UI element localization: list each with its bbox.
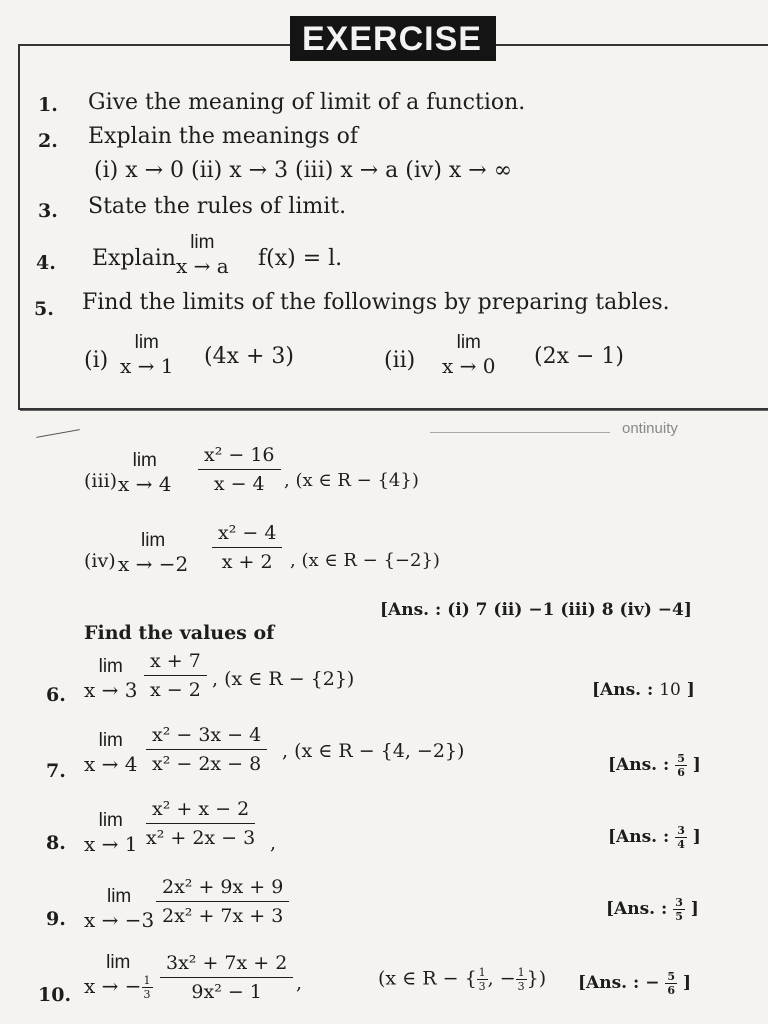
answer-fraction: $\frac{5}{6}$ — [677, 752, 685, 779]
problem-number: 7. — [46, 760, 66, 782]
math-expression: (2x − 1) — [534, 344, 624, 369]
fraction: $\frac{\text{x² − 4}}{x + 2}$ — [212, 522, 282, 573]
domain-condition: , (x ∈ R − {−2}) — [290, 550, 440, 571]
problem-number: 8. — [46, 832, 66, 854]
limit-operator: lim x → 4 — [118, 450, 172, 496]
question-text: State the rules of limit. — [88, 194, 347, 219]
answer: [Ans. : $\frac{5}{6}$ ] — [608, 752, 701, 779]
problem-number: 6. — [46, 684, 66, 706]
part-label: (iii) — [84, 470, 118, 492]
answer-fraction: $\frac{3}{4}$ — [677, 824, 685, 851]
exercise-banner: EXERCISE — [290, 16, 496, 61]
fraction: $\frac{\text{x² + x − 2}}{\text{x² + 2x − 3}}$ — [146, 798, 256, 849]
fraction: $\frac{x + 7}{x - 2}$ — [144, 650, 207, 701]
question-subtext: (i) x → 0 (ii) x → 3 (iii) x → a (iv) x → ∞ — [94, 158, 513, 183]
answer: [Ans. : 10 ] — [592, 680, 695, 700]
part-label: (iv) — [84, 550, 116, 572]
answer-line: [Ans. : (i) 7 (ii) −1 (iii) 8 (iv) −4] — [380, 600, 692, 620]
question-number: 5. — [34, 298, 54, 320]
domain-condition: , (x ∈ R − {4}) — [284, 470, 419, 491]
question-number: 3. — [38, 200, 58, 222]
question-number: 1. — [38, 94, 58, 116]
problem-number: 10. — [38, 984, 72, 1006]
fraction: $\frac{\text{x² − 3x − 4}}{\text{x² − 2x − 8}}$ — [146, 724, 267, 775]
question-text: Explain the meanings of — [88, 124, 359, 149]
question-number: 2. — [38, 130, 58, 152]
section-heading: Find the values of — [84, 622, 275, 644]
question-text: Find the limits of the followings by preparing tables. — [82, 290, 670, 315]
answer: [Ans. : $\frac{3}{4}$ ] — [608, 824, 701, 851]
fraction: $\frac{\text{x² − 16}}{x - 4}$ — [198, 444, 281, 495]
answer-fraction: $\frac{5}{6}$ — [667, 970, 676, 997]
trailing-comma: , — [296, 972, 303, 994]
problem-number: 9. — [46, 908, 66, 930]
faint-rule — [430, 432, 610, 433]
answer-fraction: $\frac{3}{5}$ — [675, 896, 683, 923]
pen-mark — [36, 429, 80, 438]
limit-operator: lim x → −2 — [118, 530, 189, 576]
answer: [Ans. : $\frac{3}{5}$ ] — [606, 896, 699, 923]
limit-operator: lim x → −3 — [84, 886, 155, 932]
limit-operator: lim x → 4 — [84, 730, 138, 776]
limit-subscript: x → − $\frac{1}{3}$ — [84, 974, 151, 1001]
fraction: $\frac{\text{3x² + 7x + 2}}{\text{9x² − 1}}$ — [160, 952, 293, 1003]
math-expression: (4x + 3) — [204, 344, 294, 369]
part-label: (i) — [84, 348, 109, 373]
limit-operator: lim x → 1 — [120, 332, 174, 378]
limit-operator: lim x → − $\frac{1}{3}$ — [84, 952, 151, 1001]
limit-operator: lim x → 3 — [84, 656, 138, 702]
answer: [Ans. : − $\frac{5}{6}$ ] — [578, 970, 691, 997]
limit-operator: lim x → 0 — [442, 332, 496, 378]
domain-condition: , (x ∈ R − {2}) — [212, 668, 355, 690]
math-expression: f(x) = l. — [258, 246, 343, 271]
domain-condition: (x ∈ R − { $\frac{1}{3}$ , − $\frac{1}{3}$ }) — [378, 966, 547, 993]
question-text: Explain — [92, 246, 176, 271]
question-text: Give the meaning of limit of a function. — [88, 90, 526, 115]
fraction: $\frac{\text{2x² + 9x + 9}}{\text{2x² + 7x + 3}}$ — [156, 876, 289, 927]
limit-operator: lim x → a — [176, 232, 229, 278]
section-divider — [20, 410, 768, 411]
part-label: (ii) — [384, 348, 416, 373]
question-number: 4. — [36, 252, 56, 274]
trailing-comma: , — [270, 832, 277, 854]
corner-fragment: ontinuity — [622, 420, 678, 437]
limit-operator: lim x → 1 — [84, 810, 138, 856]
domain-condition: , (x ∈ R − {4, −2}) — [282, 740, 465, 762]
